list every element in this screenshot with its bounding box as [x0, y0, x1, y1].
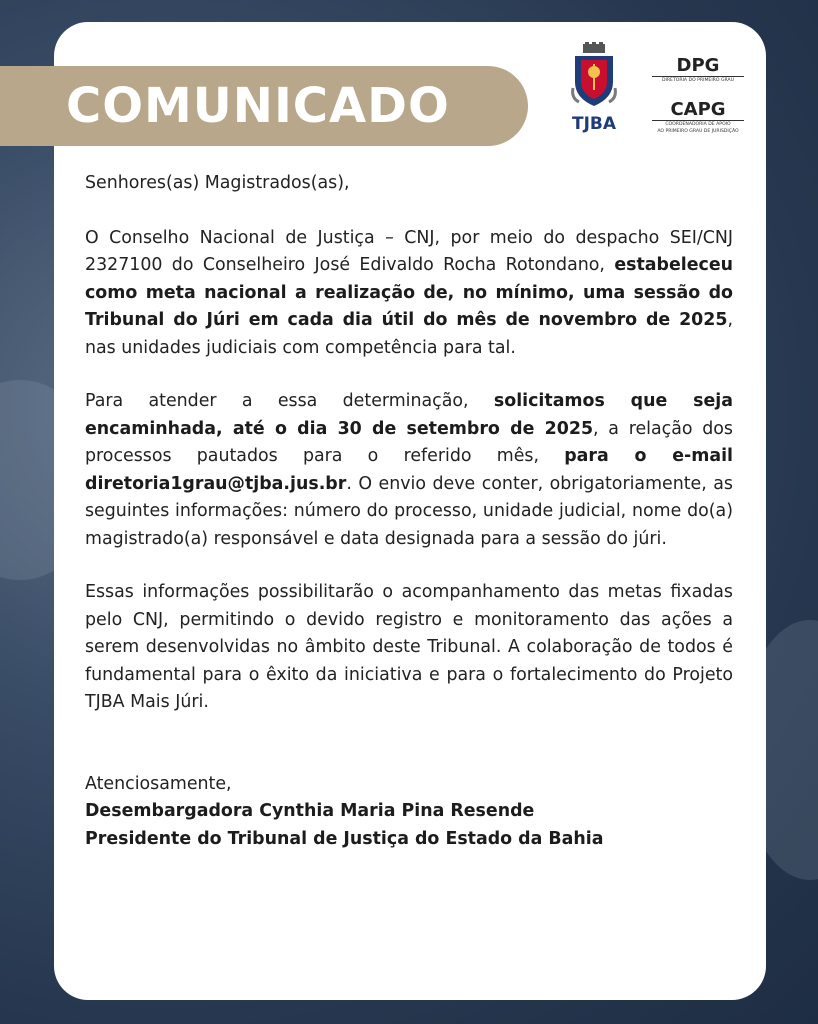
paragraph-text: Para atender a essa determinação, [85, 391, 494, 411]
dpg-divider [652, 76, 744, 77]
dpg-logo [648, 56, 748, 84]
paragraph-text: O Conselho Nacional de Justiça – CNJ, por meio do despacho SEI/CNJ 2327100 do Conselheiro José Edivaldo Rocha Rotondano, [85, 227, 733, 275]
greeting: Senhores(as) Magistrados(as), [85, 173, 350, 193]
paragraph-request [85, 388, 733, 553]
capg-logo [648, 100, 748, 135]
paragraph-purpose: Essas informações possibilitarão o acompanhamento das metas fixadas pelo CNJ, permitindo o devido registro e monitoramento das ações a serem desenvolvidas no âmbito deste Tribunal. A colaboração de todos é fundamental para o êxito da iniciativa e para o fortalecimento do Projeto TJBA Mais Júri. [85, 582, 733, 712]
paragraph-cnj-goal [85, 225, 733, 363]
announcement-body [85, 170, 733, 853]
paragraph-emphasis: estabeleceu como meta nacional a realização de, no mínimo, uma sessão do Tribunal do Júri em cada dia útil do mês de novembro de 2025 [85, 255, 733, 330]
signer-title: Presidente do Tribunal de Justiça do Estado da Bahia [85, 828, 604, 849]
capg-logo-subtitle-line1: COORDENADORIA DE APOIO [665, 122, 731, 127]
title-banner [0, 66, 528, 146]
paragraph-text: , nas unidades judiciais com competência para tal. [85, 310, 733, 358]
banner-title: COMUNICADO [66, 78, 450, 134]
dpg-logo-subtitle: DIRETORIA DO PRIMEIRO GRAU [661, 78, 735, 83]
paragraph-text: , a relação dos processos pautados para o referido mês, [85, 418, 733, 466]
tjba-logo-text: TJBA [571, 114, 617, 134]
paragraph-text: . O envio deve conter, obrigatoriamente, as seguintes informações: número do processo, unidade judicial, nome do(a) magistrado(a) responsável e data designada para a sessão do júri. [85, 473, 733, 549]
email-address[interactable]: para o e-mail diretoria1grau@tjba.jus.br [85, 446, 734, 494]
dpg-logo-text: DPG [676, 55, 720, 76]
capg-logo-subtitle-line2: AO PRIMEIRO GRAU DE JURISDIÇÃO [657, 129, 739, 134]
closing: Atenciosamente, [85, 773, 232, 794]
signer-name: Desembargadora Cynthia Maria Pina Resende [85, 801, 535, 821]
capg-logo-text: CAPG [670, 99, 726, 120]
tjba-logo [562, 42, 626, 134]
capg-divider [652, 120, 744, 121]
coat-of-arms-icon [569, 42, 619, 108]
paragraph-emphasis: solicitamos que seja encaminhada, até o dia 30 de setembro de 2025 [85, 391, 733, 439]
